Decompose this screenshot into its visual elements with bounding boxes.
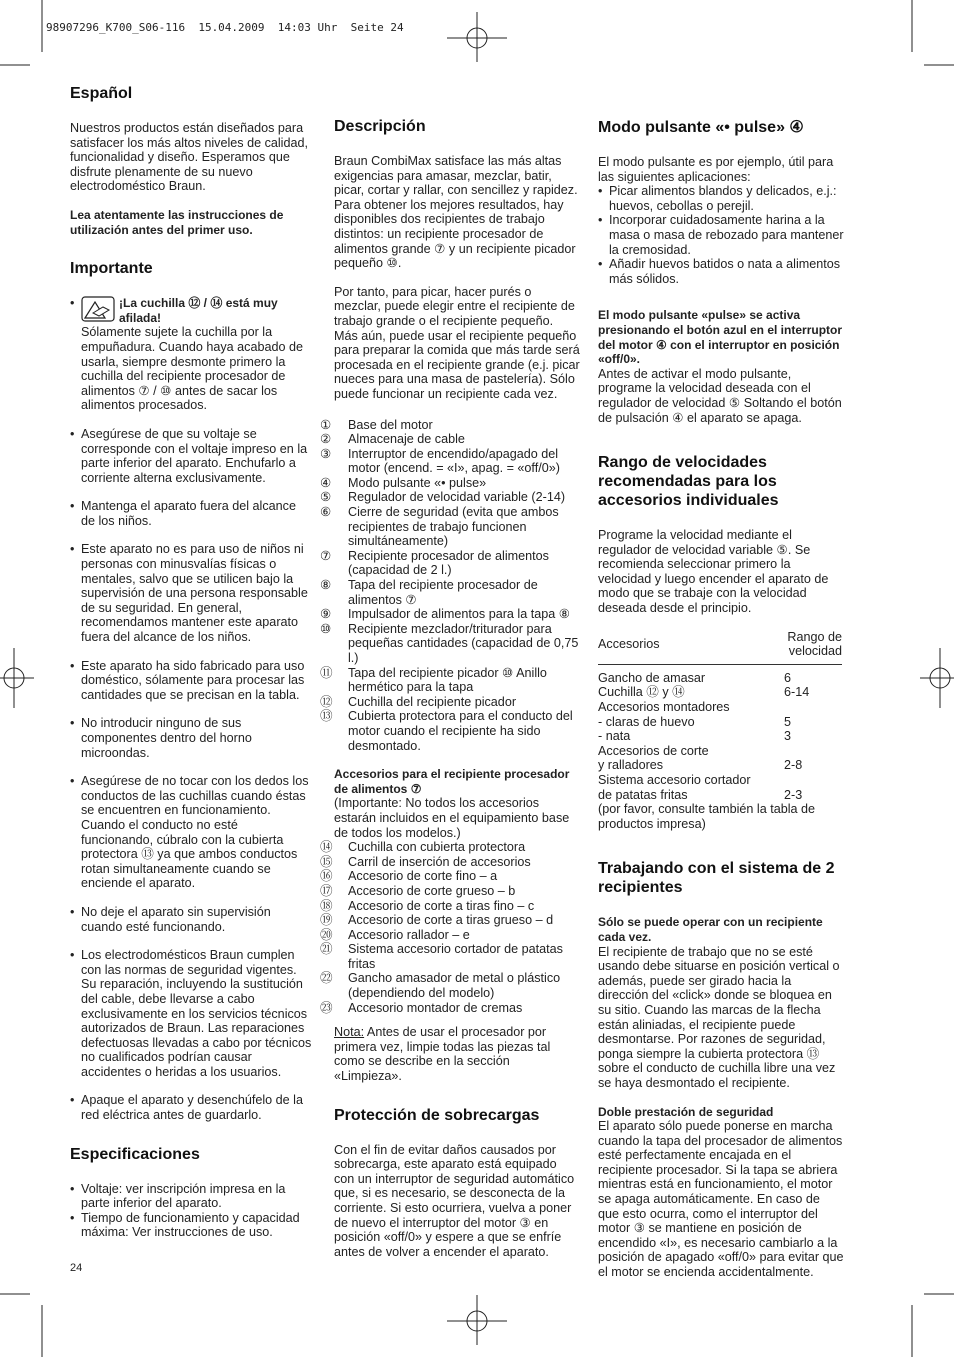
double-safety-heading: Doble prestación de seguridad bbox=[598, 1104, 774, 1119]
part-item: ⑬ Cubierta protectora para el conducto del motor cuando el recipiente ha sido desmontado. bbox=[320, 709, 573, 753]
safety-item: • No introducir ninguno de sus componentes dentro del horno microondas. bbox=[70, 716, 312, 760]
accessory-item: ⑭ Cuchilla con cubierta protectora bbox=[320, 840, 526, 855]
accessory-item: ⑰ Accesorio de corte grueso – b bbox=[320, 883, 516, 898]
part-item: ⑧ Tapa del recipiente procesador de alimentos ⑦ bbox=[320, 578, 538, 607]
nota-label: Nota: bbox=[334, 1025, 365, 1040]
pulse-use-item: • Picar alimentos blandos y delicados, e.j.: huevos, cebollas o perejil. bbox=[598, 184, 844, 213]
pulse-paragraph: Antes de activar el modo pulsante, programe la velocidad deseada con el regulador de velocidad ⑤ Soltando el botón de pulsación ④ el aparato se apaga. bbox=[598, 366, 842, 425]
specifications-list bbox=[70, 1182, 312, 1240]
part-item: ⑤ Regulador de velocidad variable (2-14) bbox=[320, 490, 566, 505]
blade-warning-bold: • ¡La cuchilla ⑫ / ⑭ está muy afilada! bbox=[119, 296, 278, 325]
pulse-bold-note: El modo pulsante «pulse» se activa presionando el botón azul en el interruptor del motor ④ con el interruptor en posición «off/0». bbox=[598, 308, 843, 367]
column-header-accessories: Accesorios bbox=[598, 630, 784, 665]
part-item: ⑥ Cierre de seguridad (evita que ambos recipientes de trabajo funcionen simultáneamente) bbox=[320, 505, 559, 549]
accessories-heading: Accesorios para el recipiente procesador de alimentos ⑦ bbox=[334, 767, 570, 796]
pulse-intro: El modo pulsante es por ejemplo, útil para las siguientes aplicaciones: bbox=[598, 155, 834, 184]
print-slug: 98907296_K700_S06-116 15.04.2009 14:03 Uhr Seite 24 bbox=[46, 21, 404, 34]
table-row: - nata 3 bbox=[598, 729, 792, 744]
table-row: Sistema accesorio cortador bbox=[598, 773, 751, 787]
part-item: ① Base del motor bbox=[320, 417, 433, 432]
part-item: ⑫ Cuchilla del recipiente picador bbox=[320, 694, 517, 709]
sharp-blade-warning-icon bbox=[81, 296, 115, 322]
pulse-use-item: • Incorporar cuidadosamente harina a la masa o masa de rebozado para mantener la cremosidad. bbox=[598, 213, 844, 257]
accessory-item: ⑳ Accesorio rallador – e bbox=[320, 927, 470, 942]
accessory-item: ⑮ Carril de inserción de accesorios bbox=[320, 854, 531, 869]
speed-range-paragraph: Programe la velocidad mediante el regulador de velocidad variable ⑤. Se recomienda seleccionar primero la velocidad y luego encender el aparato de modo que se trabaje con la velocidad deseada desde el principio. bbox=[598, 528, 829, 616]
safety-item: • Asegúrese de que su voltaje se corresponde con el voltaje impreso en la parte inferior del aparato. Enchufarlo a corriente alterna exclusivamente. bbox=[70, 427, 312, 485]
two-bowl-paragraph: El recipiente de trabajo que no se esté usando debe situarse en posición vertical o además, puede ser girado hacia la dirección del «click» donde se bloquea en su sitio. Cuando las marcas de la flecha están aliniadas, el recipiente puede desmontarse. Por razones de seguridad, ponga siempre la cubierta protectora ⑬ sobre el conducto de cuchilla libre una vez se haya desmontado el recipiente. bbox=[598, 944, 840, 1090]
safety-item: • Apaque el aparato y desenchúfelo de la red eléctrica antes de guardarlo. bbox=[70, 1093, 312, 1122]
two-bowl-bold-note: Sólo se puede operar con un recipiente cada vez. bbox=[598, 915, 823, 944]
safety-warning-item bbox=[70, 296, 312, 413]
overload-paragraph: Con el fin de evitar daños causados por sobrecarga, este aparato está equipado con un interruptor de seguridad automático que, si es necesario, se desconecta de la corriente. Si esto ocurriera, vuelva a poner de nuevo el interruptor del motor ③ en posición «off/0» y espere a que se enfríe antes de volver a encender el aparato. bbox=[334, 1142, 575, 1259]
accessory-item: ㉑ Sistema accesorio cortador de patatas fritas bbox=[320, 942, 563, 971]
column-middle bbox=[320, 117, 580, 1273]
importante-heading: Importante bbox=[70, 260, 153, 278]
accessory-item: ⑯ Accesorio de corte fino – a bbox=[320, 869, 498, 884]
accessory-item: ㉒ Gancho amasador de metal o plástico (dependiendo del modelo) bbox=[320, 971, 561, 1001]
table-row: y ralladores 2-8 bbox=[598, 758, 803, 773]
spec-item: • Tiempo de funcionamiento y capacidad máxima: Ver instrucciones de uso. bbox=[70, 1211, 312, 1240]
intro-bold-note: Lea atentamente las instrucciones de utilización antes del primer uso. bbox=[70, 207, 284, 237]
part-item: ③ Interruptor de encendido/apagado del motor (encend. = «I», apag. = «off/0») bbox=[320, 446, 560, 476]
safety-item: • Asegúrese de no tocar con los dedos los conductos de las cuchillas cuando éstas se encuentren en funcionamiento. Cuando el conducto no esté funcionando, cúbralo con la cubierta protectora ⑬ ya que ambos conductos rotan simultaneamente cuando se enciende el aparato. bbox=[70, 774, 312, 891]
part-item: ④ Modo pulsante «• pulse» bbox=[320, 475, 487, 490]
accessory-item: ㉓ Accesorio montador de cremas bbox=[320, 1000, 523, 1015]
spec-item: • Voltaje: ver inscripción impresa en la parte inferior del aparato. bbox=[70, 1182, 312, 1211]
specifications-heading: Especificaciones bbox=[70, 1145, 200, 1163]
nota-paragraph bbox=[334, 1025, 580, 1083]
intro-paragraph: Nuestros productos están diseñados para satisfacer los más altos niveles de calidad, funcionalidad y diseño. Esperamos que disfrute plenamente de su nuevo electrodoméstico Braun. bbox=[70, 121, 308, 194]
accessories-list bbox=[320, 840, 580, 1015]
table-row: Gancho de amasar 6 bbox=[598, 670, 792, 685]
pulse-mode-heading: Modo pulsante «• pulse» ④ bbox=[598, 119, 804, 136]
part-item: ⑩ Recipiente mezclador/triturador para pequeñas cantidades (capacidad de 0,75 l.) bbox=[320, 621, 579, 665]
column-right bbox=[598, 118, 844, 1294]
table-row: - claras de huevo 5 bbox=[598, 714, 792, 729]
accessory-item: ⑱ Accesorio de corte a tiras fino – c bbox=[320, 898, 535, 913]
safety-item: • Este aparato no es para uso de niños ni personas con minusvalías físicas o mentales, salvo que se utilicen bajo la supervisión de una persona responsable de su seguridad. En general, recomendamos mantener este aparato fuera del alcance de los niños. bbox=[70, 542, 312, 644]
speed-table bbox=[598, 630, 842, 803]
table-note: (por favor, consulte también la tabla de productos impresa) bbox=[598, 802, 816, 831]
table-row: Accesorios montadores bbox=[598, 700, 730, 715]
safety-item: • Este aparato ha sido fabricado para uso doméstico, sólamente para procesar las cantidades que se precisan en la tabla. bbox=[70, 659, 312, 703]
description-paragraph-2: Por tanto, para picar, hacer purés o mezclar, puede elegir entre el recipiente de trabajo grande o el recipiente pequeño. Más aún, puede usar el recipiente pequeño para preparar la comida que más tarde será procesada en el recipiente grande (e.j. picar nueces para una masa de pastelería). Sólo puede funcionar un recipiente cada vez. bbox=[334, 284, 580, 401]
safety-item: • Mantenga el aparato fuera del alcance de los niños. bbox=[70, 499, 312, 528]
two-bowl-heading: Trabajando con el sistema de 2 recipientes bbox=[598, 860, 835, 897]
part-item: ② Almacenaje de cable bbox=[320, 432, 465, 447]
accessories-note: (Importante: No todos los accesorios estarán incluidos en el equipamiento base de todos los modelos.) bbox=[334, 796, 570, 840]
pulse-use-item: • Añadir huevos batidos o nata a alimentos más sólidos. bbox=[598, 257, 844, 286]
table-row: Cuchilla ⑫ y ⑭ 6-14 bbox=[598, 685, 810, 700]
blade-warning-text: Sólamente sujete la cuchilla por la empuñadura. Cuando haya acabado de usarla, siempre desmonte primero la cuchilla del recipiente procesador de alimentos ⑦ / ⑩ antes de sacar los alimentos procesados. bbox=[81, 325, 303, 413]
speed-range-heading: Rango de velocidades recomendadas para los accesorios individuales bbox=[598, 454, 779, 510]
description-heading: Descripción bbox=[334, 118, 426, 135]
speed-table-header bbox=[598, 630, 842, 665]
table-row: de patatas fritas 2-3 bbox=[598, 787, 803, 802]
accessory-item: ⑲ Accesorio de corte a tiras grueso – d bbox=[320, 913, 554, 928]
table-row: Accesorios de corte bbox=[598, 743, 709, 758]
part-item: ⑨ Impulsador de alimentos para la tapa ⑧ bbox=[320, 607, 571, 622]
pulse-uses-list bbox=[598, 184, 844, 286]
parts-list bbox=[320, 417, 580, 754]
double-safety-paragraph: El aparato sólo puede ponerse en marcha cuando la tapa del procesador de alimentos esté perfectamente encajada en el recipiente procesador. Si la tapa se abriera mientras está en funcionamiento, el motor se apaga automáticamente. En caso de que esto ocurra, como el interruptor del motor ③ se mantiene en posición de encendido «I», es necesario cambiarlo a la posición de apagado «off/0» para evitar que el motor se encienda accidentalmente. bbox=[598, 1119, 844, 1280]
part-item: ⑦ Recipiente procesador de alimentos (capacidad de 2 l.) bbox=[320, 548, 549, 578]
nota-text: Antes de usar el procesador por primera vez, limpie todas las piezas tal como se describe en la sección «Limpieza». bbox=[334, 1025, 551, 1084]
overload-heading: Protección de sobrecargas bbox=[334, 1106, 540, 1124]
page-number: 24 bbox=[70, 1262, 83, 1274]
description-paragraph: Braun CombiMax satisface las más altas exigencias para amasar, mezclar, batir, picar, cortar y rallar, con sencillez y rapidez. Para obtener los mejores resultados, hay disponibles dos recipientes de trabajo distintos: un recipiente procesador de alimentos grande ⑦ y un recipiente picador pequeño ⑩. bbox=[334, 154, 578, 271]
column-header-speed: Rango de velocidad bbox=[784, 630, 842, 665]
safety-item: • No deje el aparato sin supervisión cuando esté funcionando. bbox=[70, 905, 312, 934]
safety-list bbox=[70, 296, 312, 1123]
safety-item: • Los electrodomésticos Braun cumplen con las normas de seguridad vigentes. Su reparación, incluyendo la sustitución del cable, debe llevarse a cabo exclusivamente en los servicios técnicos autorizados de Braun. Las reparaciones defectuosas llevadas a cabo por técnicos no cualificados podrían causar accidentes o heridas a los usuarios. bbox=[70, 948, 312, 1079]
language-heading: Español bbox=[70, 85, 133, 102]
part-item: ⑪ Tapa del recipiente picador ⑩ Anillo hermético para la tapa bbox=[320, 665, 547, 695]
column-left bbox=[70, 84, 312, 1240]
